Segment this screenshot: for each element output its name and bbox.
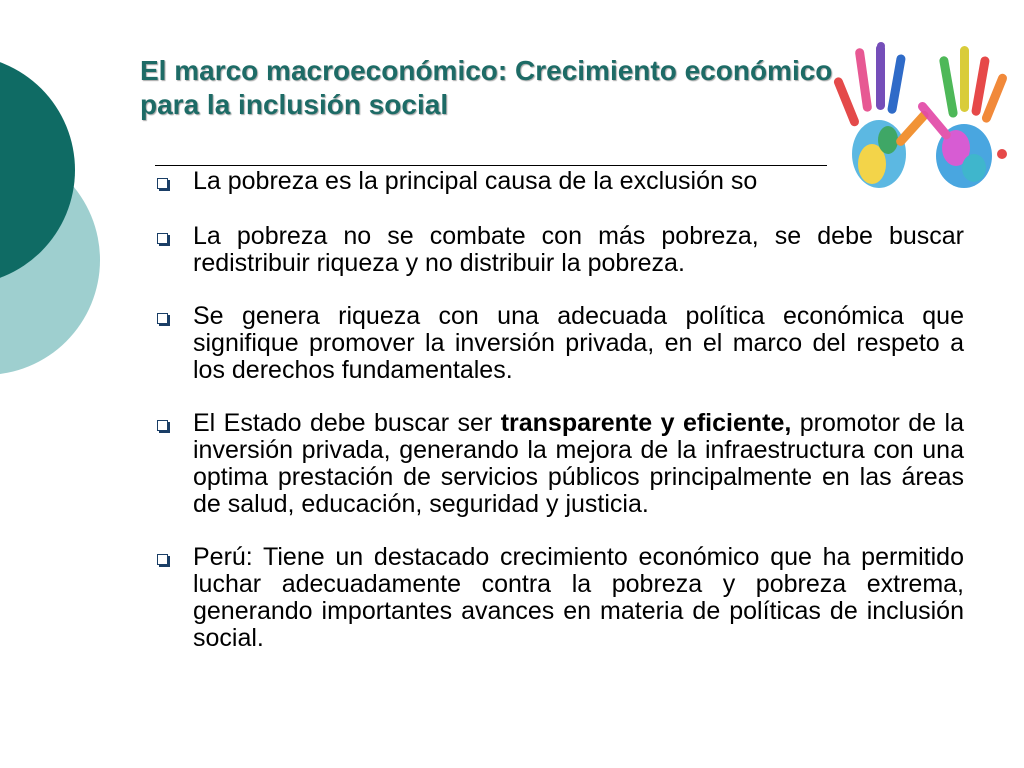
dark-teal-circle (0, 55, 75, 285)
hollow-square-bullet-icon (157, 233, 168, 244)
slide-title: El marco macroeconómico: Crecimiento económico para la inclusión social (140, 55, 833, 120)
right-handprint (916, 46, 1008, 188)
bullet-item-4 (150, 410, 964, 518)
bullet-item-1 (150, 168, 828, 195)
light-teal-circle (0, 145, 100, 375)
bullet-text-1: La pobreza es la principal causa de la exclusión so (193, 168, 758, 195)
hollow-square-bullet-icon (157, 313, 168, 324)
hollow-square-bullet-icon (157, 178, 168, 189)
bullet-text-4-start: El Estado debe buscar ser (193, 409, 501, 437)
bullet-list (150, 168, 964, 678)
bullet-text-4-emphasis: transparente y eficiente, (500, 409, 792, 437)
hollow-square-bullet-icon (157, 554, 168, 565)
hollow-square-bullet-icon (157, 420, 168, 431)
bullet-text-2: La pobreza no se combate con más pobreza, se debe buscar redistribuir riqueza y no distribuir la pobreza. (193, 222, 964, 277)
bullet-text-3: Se genera riqueza con una adecuada política económica que signifique promover la inversión privada, en el marco del respeto a los derechos fundamentales. (193, 302, 964, 384)
bullet-item-2 (150, 223, 964, 277)
bullet-item-3 (150, 303, 964, 384)
title-underline (155, 165, 827, 166)
bullet-text-5: Perú: Tiene un destacado crecimiento económico que ha permitido luchar adecuadamente contra la pobreza y pobreza extrema, generando importantes avances en materia de políticas de inclusión social. (193, 543, 964, 652)
bullet-text-4-end: promotor de la inversión privada, generando la mejora de la infraestructura con una optima prestación de servicios públicos principalmente en las áreas de salud, educación, seguridad y justicia. (193, 409, 964, 518)
bullet-item-5 (150, 544, 964, 652)
left-handprint (833, 42, 931, 188)
